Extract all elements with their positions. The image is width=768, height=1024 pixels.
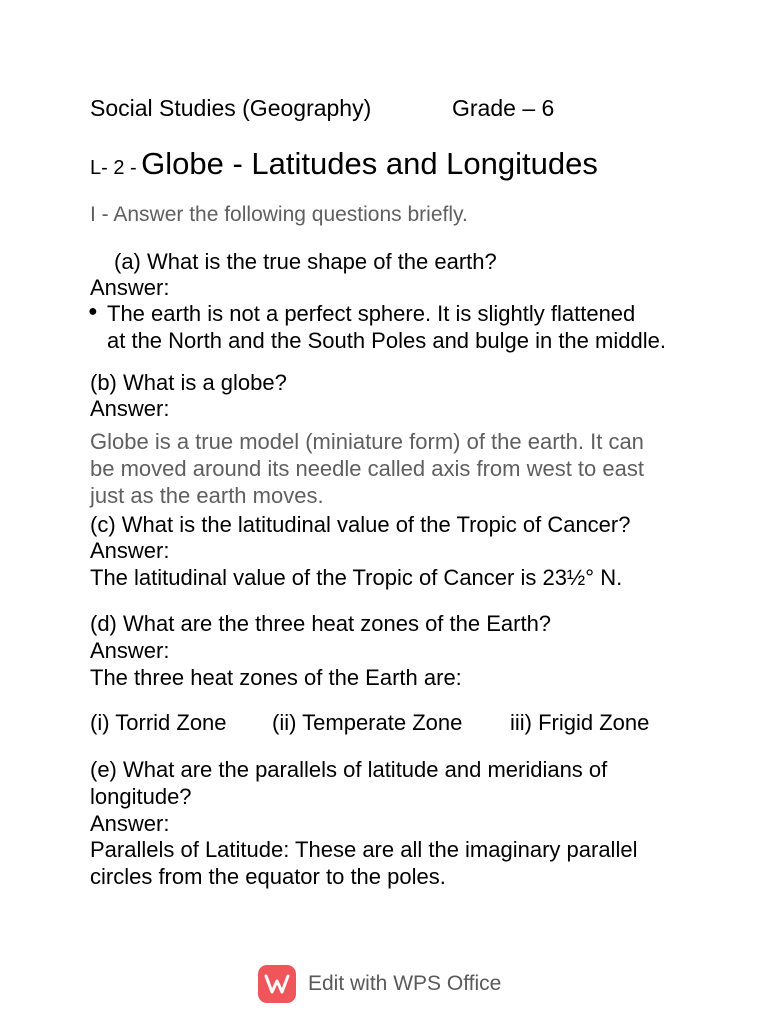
answer-b-line-3: just as the earth moves. (90, 483, 324, 508)
wps-edit-banner[interactable] (258, 965, 501, 1003)
answer-label-a: Answer: (90, 275, 170, 300)
answer-a-line-1: The earth is not a perfect sphere. It is slightly flattened (107, 301, 636, 326)
grade-label: Grade – 6 (452, 95, 555, 121)
answer-label-b: Answer: (90, 396, 170, 421)
wps-edit-label[interactable]: Edit with WPS Office (308, 972, 502, 995)
answer-e-line-2: circles from the equator to the poles. (90, 864, 446, 889)
question-b: (b) What is a globe? (90, 370, 287, 395)
subject-title: Social Studies (Geography) (90, 95, 372, 121)
wps-logo-icon (258, 965, 296, 1003)
answer-e-line-1: Parallels of Latitude: These are all the imaginary parallel (90, 837, 638, 862)
answer-a-line-2: at the North and the South Poles and bulge in the middle. (107, 328, 666, 353)
question-e-line-1: (e) What are the parallels of latitude and meridians of (90, 757, 608, 782)
answer-label-d: Answer: (90, 638, 170, 663)
answer-b-line-1: Globe is a true model (miniature form) of the earth. It can (90, 429, 644, 454)
zone-frigid: iii) Frigid Zone (510, 710, 650, 735)
answer-b-line-2: be moved around its needle called axis from west to east (90, 456, 644, 481)
lesson-prefix: L- 2 - (90, 157, 137, 179)
bullet-icon: ● (88, 303, 98, 320)
lesson-title: Globe - Latitudes and Longitudes (141, 146, 598, 181)
lesson-heading (90, 146, 598, 182)
instruction-text: I - Answer the following questions briefly. (90, 203, 468, 226)
answer-c-line-1: The latitudinal value of the Tropic of Cancer is 23½° N. (90, 565, 623, 590)
answer-label-c: Answer: (90, 538, 170, 563)
answer-label-e: Answer: (90, 811, 170, 836)
zone-temperate: (ii) Temperate Zone (272, 710, 463, 735)
zone-torrid: (i) Torrid Zone (90, 710, 227, 735)
question-d: (d) What are the three heat zones of the Earth? (90, 611, 552, 636)
question-c: (c) What is the latitudinal value of the Tropic of Cancer? (90, 512, 631, 537)
answer-d-line-1: The three heat zones of the Earth are: (90, 665, 462, 690)
question-e-line-2: longitude? (90, 784, 192, 809)
question-a: (a) What is the true shape of the earth? (114, 249, 497, 274)
